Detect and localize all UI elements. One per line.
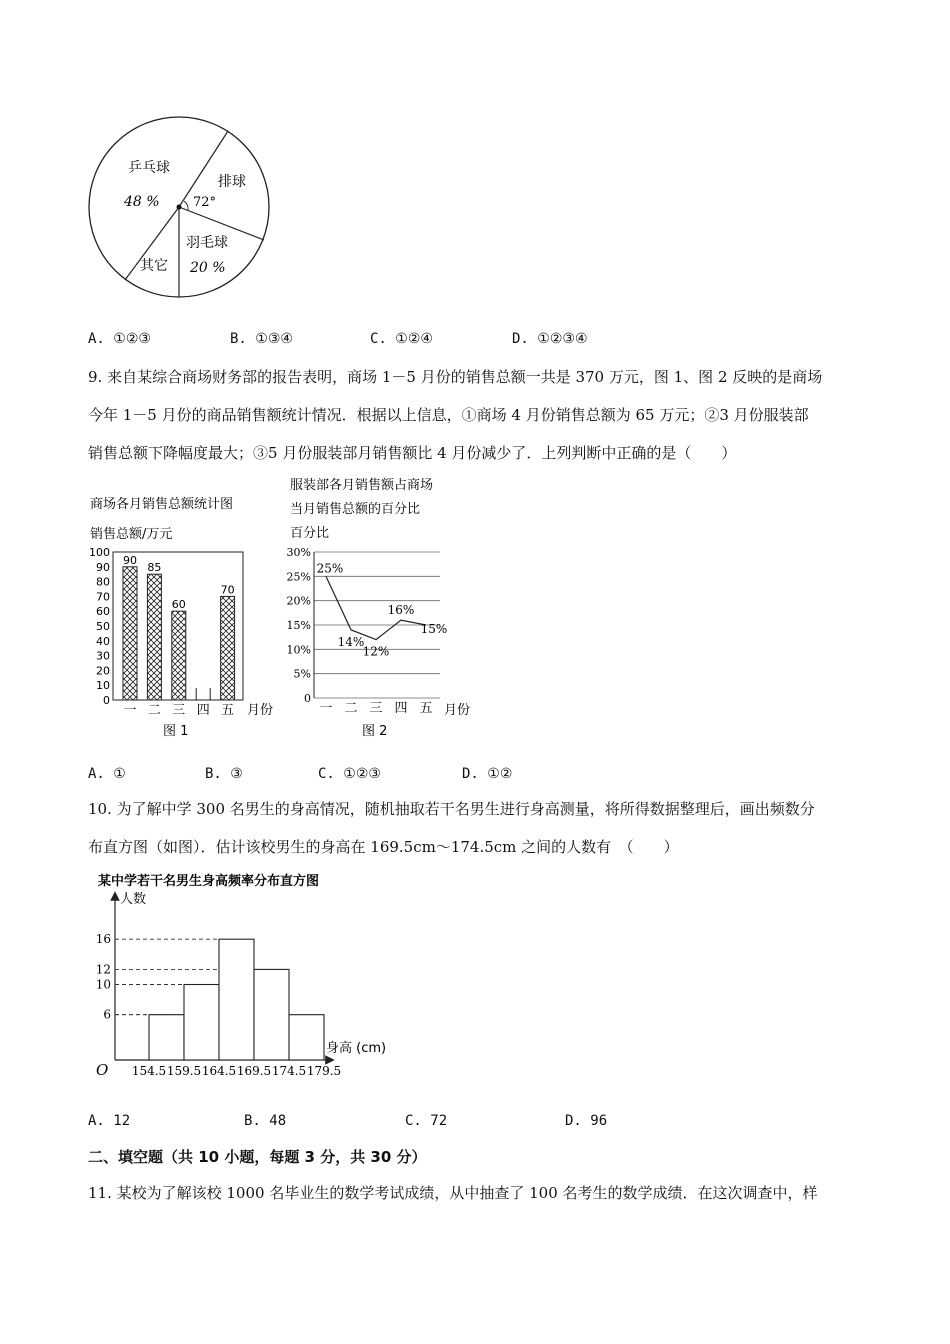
fig2-ytick-label: 0 — [304, 692, 311, 705]
histogram-xtick-label: 179.5 — [306, 1064, 342, 1078]
histogram-ylabel: 人数 — [120, 892, 147, 907]
pie-chart — [80, 110, 280, 310]
histogram-bar — [184, 985, 219, 1061]
fig1-ytick-label: 50 — [96, 620, 110, 633]
fig1-data-label: 90 — [123, 553, 137, 567]
fig2-category-label: 一 — [319, 701, 333, 716]
fig1-ytick-label: 90 — [96, 560, 110, 574]
histogram-xtick-label: 169.5 — [236, 1064, 272, 1078]
histogram-ytick-label: 10 — [95, 977, 111, 992]
q9-text-line-1: 9. 来自某综合商场财务部的报告表明，商场 1－5 月份的销售总额一共是 370 万元，图 1、图 2 反映的是商场 — [88, 368, 823, 386]
q9-text-line-2: 今年 1－5 月份的商品销售额统计情况．根据以上信息，①商场 4 月份销售总额为 65 万元；②3 月份服装部 — [88, 406, 809, 424]
q8-option-a[interactable]: A. ①②③ — [88, 331, 151, 347]
fig2-line-chart — [282, 474, 482, 750]
fig1-ytick-label: 70 — [96, 590, 110, 604]
fig2-ytick-label: 5% — [293, 667, 311, 681]
fig1-ytick-label: 10 — [96, 679, 110, 693]
fig2-ytick-label: 20% — [286, 594, 311, 608]
fig1-data-label: 85 — [147, 561, 162, 575]
q10-text-line-1: 10. 为了解中学 300 名男生的身高情况，随机抽取若干名男生进行身高测量，将所得数据整理后，画出频数分 — [88, 800, 815, 818]
fig2-category-label: 四 — [394, 701, 408, 716]
fig1-data-label: 60 — [171, 598, 186, 612]
fig1-xlabel: 月份 — [247, 703, 274, 718]
fig1-category-label: 一 — [123, 703, 137, 718]
fig1-ytick-label: 30 — [96, 649, 110, 663]
fig2-caption: 图 2 — [362, 724, 388, 739]
pie-label-angle: 72° — [193, 195, 217, 210]
q11-text: 11. 某校为了解该校 1000 名毕业生的数学考试成绩，从中抽查了 100 名考生的数学成绩．在这次调查中，样 — [88, 1184, 818, 1202]
fig1-ytick-label: 20 — [96, 664, 110, 678]
pie-label-pingpong: 乒乓球 — [128, 160, 170, 176]
histogram-bar — [219, 939, 254, 1060]
pie-label-volleyball: 排球 — [218, 174, 246, 190]
fig2-ytick-label: 25% — [286, 570, 311, 584]
fig1-bar — [123, 567, 137, 700]
q10-option-c[interactable]: C. 72 — [405, 1113, 448, 1129]
fig2-data-label: 16% — [387, 603, 415, 618]
fig1-bar — [221, 596, 235, 700]
histogram-ytick-label: 6 — [103, 1007, 111, 1022]
histogram-xtick-label: 174.5 — [271, 1064, 307, 1078]
histogram-chart — [88, 870, 408, 1085]
fig2-title-line-1: 服装部各月销售额占商场 — [290, 478, 434, 493]
fig1-category-label: 二 — [147, 703, 161, 718]
q10-option-b[interactable]: B. 48 — [244, 1113, 287, 1129]
fig2-xlabel: 月份 — [444, 703, 471, 718]
fig1-title: 商场各月销售总额统计图 — [90, 497, 234, 512]
q8-option-b[interactable]: B. ①③④ — [230, 331, 293, 347]
q8-option-c[interactable]: C. ①②④ — [370, 331, 433, 347]
fig1-ylabel: 销售总额/万元 — [90, 527, 173, 542]
section-title-fill-in: 二、填空题（共 10 小题，每题 3 分，共 30 分） — [88, 1148, 427, 1166]
histogram-bar — [289, 1015, 324, 1060]
fig1-category-label: 五 — [221, 703, 235, 718]
pie-label-other: 其它 — [140, 258, 168, 274]
histogram-origin: O — [96, 1061, 109, 1079]
histogram-ytick-label: 12 — [95, 962, 111, 977]
fig1-category-label: 四 — [196, 703, 210, 718]
q10-option-d[interactable]: D. 96 — [565, 1113, 608, 1129]
fig1-category-label: 三 — [172, 703, 186, 718]
q9-option-d[interactable]: D. ①② — [462, 766, 513, 782]
histogram-title: 某中学若干名男生身高频率分布直方图 — [98, 874, 320, 889]
fig1-bar — [147, 574, 161, 700]
histogram-xtick-label: 154.5 — [131, 1064, 167, 1078]
fig1-ytick-label: 60 — [96, 605, 110, 619]
fig2-ylabel: 百分比 — [290, 526, 330, 541]
q9-option-a[interactable]: A. ① — [88, 766, 126, 782]
fig2-ytick-label: 30% — [286, 546, 311, 559]
pie-center — [177, 205, 182, 210]
fig1-bar-chart — [85, 490, 285, 750]
fig2-category-label: 五 — [419, 701, 433, 716]
fig2-data-label: 14% — [337, 634, 365, 649]
pie-label-badminton-pct: 20 % — [190, 260, 226, 276]
fig2-data-label: 12% — [362, 644, 390, 659]
fig2-data-label: 25% — [316, 561, 344, 576]
histogram-xtick-label: 159.5 — [166, 1064, 202, 1078]
q9-option-b[interactable]: B. ③ — [205, 766, 243, 782]
fig1-data-label: 70 — [220, 583, 235, 597]
q10-text-line-2: 布直方图（如图）．估计该校男生的身高在 169.5cm～174.5cm 之间的人数有 （ ） — [88, 838, 679, 856]
fig1-caption: 图 1 — [163, 724, 189, 739]
fig1-ytick-label: 80 — [96, 575, 110, 589]
fig2-ytick-label: 10% — [286, 643, 311, 657]
histogram-xlabel: 身高 (cm) — [326, 1041, 387, 1056]
q9-option-c[interactable]: C. ①②③ — [318, 766, 381, 782]
fig2-category-label: 三 — [369, 701, 383, 716]
histogram-bar — [149, 1015, 184, 1060]
fig2-title-line-2: 当月销售总额的百分比 — [290, 502, 421, 517]
pie-label-pingpong-pct: 48 % — [124, 194, 160, 210]
q8-option-d[interactable]: D. ①②③④ — [512, 331, 588, 347]
histogram-xtick-label: 164.5 — [201, 1064, 237, 1078]
fig1-bar — [172, 611, 186, 700]
histogram-bar — [254, 969, 289, 1060]
fig2-ytick-label: 15% — [286, 619, 311, 632]
fig1-ytick-label: 0 — [103, 694, 110, 707]
q10-option-a[interactable]: A. 12 — [88, 1113, 131, 1129]
fig2-data-label: 15% — [420, 622, 448, 636]
histogram-ytick-label: 16 — [95, 932, 111, 947]
fig1-ytick-label: 100 — [89, 546, 110, 559]
pie-label-badminton: 羽毛球 — [186, 235, 228, 251]
fig1-ytick-label: 40 — [96, 634, 110, 648]
q9-text-line-3: 销售总额下降幅度最大；③5 月份服装部月销售额比 4 月份减少了．上列判断中正确的是（ ） — [88, 444, 737, 462]
fig2-category-label: 二 — [344, 701, 358, 716]
